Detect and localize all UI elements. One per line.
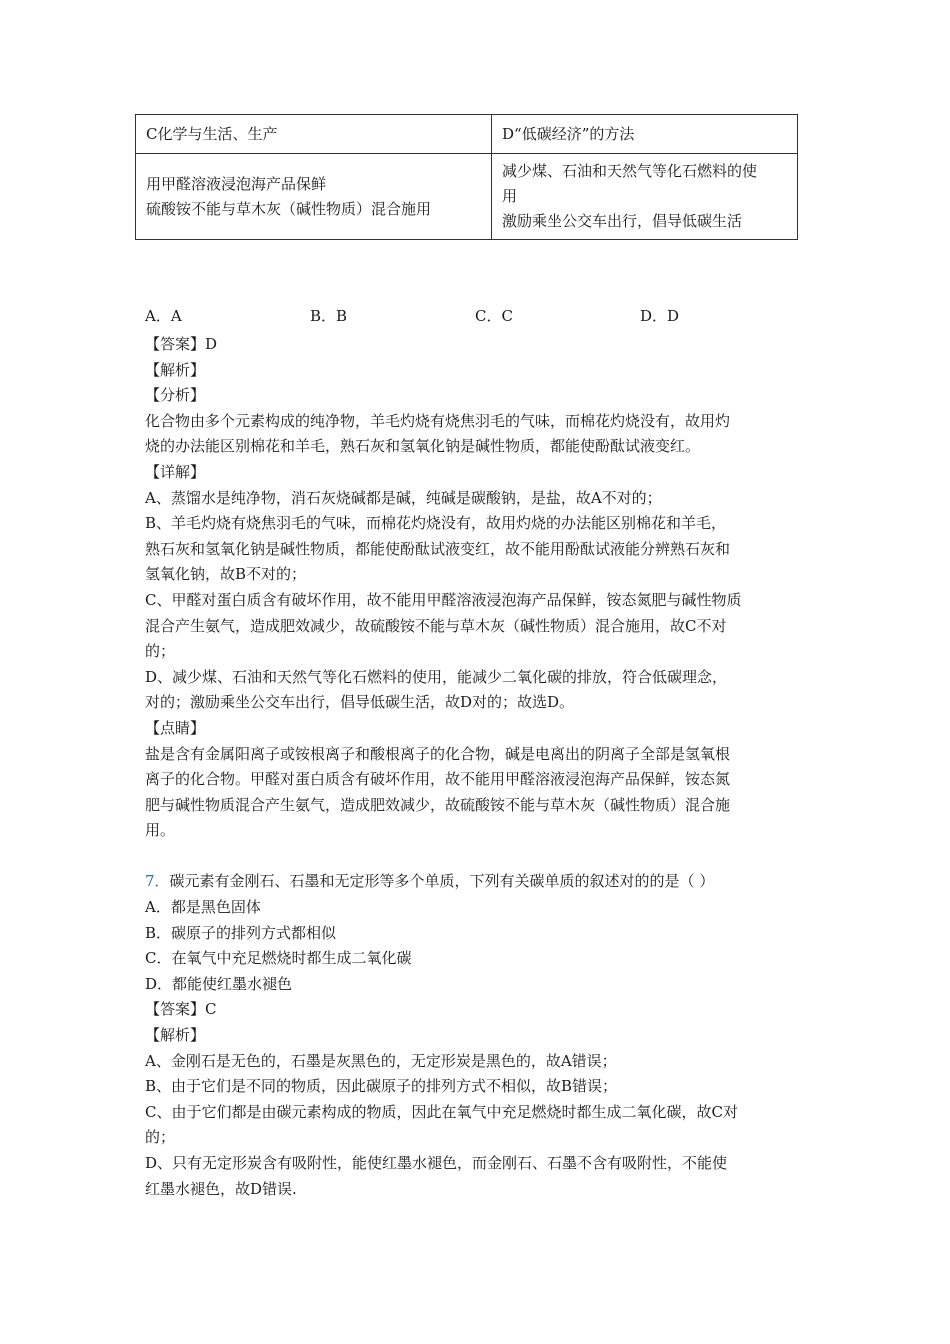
q6-xiangjie-line: 混合产生氨气，造成肥效减少，故硫酸铵不能与草木灰（碱性物质）混合施用，故C不对 <box>145 616 727 635</box>
q7-jiexi-line: 红墨水褪色，故D错误. <box>145 1179 297 1198</box>
table-header-right: D“低碳经济”的方法 <box>492 115 798 154</box>
q7-jiexi-line: B、由于它们是不同的物质，因此碳原子的排列方式不相似，故B错误； <box>145 1077 618 1096</box>
q7-option-b: B．碳原子的排列方式都相似 <box>145 923 337 942</box>
q6-option-c: C．C <box>475 307 513 325</box>
q6-xiangjie-line: B、羊毛灼烧有烧焦羽毛的气味，而棉花灼烧没有，故用灼烧的办法能区别棉花和羊毛， <box>145 514 727 533</box>
q6-dianjing-line: 用。 <box>145 821 176 840</box>
q6-xiangjie-line: D、减少煤、石油和天然气等化石燃料的使用，能减少二氧化碳的排放，符合低碳理念， <box>145 667 728 686</box>
spacer <box>145 844 810 870</box>
table-text-line: 用甲醛溶液浸泡海产品保鲜 <box>146 174 327 193</box>
q6-dianjing-line: 肥与碱性物质混合产生氨气，造成肥效减少，故硫酸铵不能与草木灰（碱性物质）混合施 <box>145 795 731 814</box>
q7-option-a: A．都是黑色固体 <box>145 898 261 917</box>
table-header-row <box>136 115 798 154</box>
q6-option-b: B．B <box>310 307 348 325</box>
q7-jiexi-line: 的； <box>145 1128 176 1147</box>
q6-dianjing-line: 离子的化合物。甲醛对蛋白质含有破坏作用，故不能用甲醛溶液浸泡海产品保鲜，铵态氮 <box>145 770 731 789</box>
q6-dianjing-line: 盐是含有金属阳离子或铵根离子和酸根离子的化合物，碱是电离出的阴离子全部是氢氧根 <box>145 744 731 763</box>
table-cell-right <box>492 154 798 240</box>
q6-xiangjie-line: 熟石灰和氢氧化钠是碱性物质，都能使酚酞试液变红，故不能用酚酞试液能分辨熟石灰和 <box>145 539 731 558</box>
solution-content <box>145 332 810 1202</box>
q7-option-c: C．在氧气中充足燃烧时都生成二氧化碳 <box>145 949 412 968</box>
table-text-line: 减少煤、石油和天然气等化石燃料的使 <box>502 162 758 180</box>
q7-number: 7． <box>145 872 170 891</box>
table-body-row <box>136 154 798 240</box>
q6-answer: 【答案】D <box>145 335 218 353</box>
q7-stem-text: 碳元素有金刚石、石墨和无定形等多个单质，下列有关碳单质的叙述对的的是（ ） <box>169 872 715 891</box>
table-text-line: 用 <box>502 187 518 205</box>
q6-dianjing-label: 【点睛】 <box>145 718 206 737</box>
q7-jiexi-line: A、金刚石是无色的，石墨是灰黑色的，无定形炭是黑色的，故A错误； <box>145 1051 617 1070</box>
q6-xiangjie-line: 氢氧化钠，故B不对的； <box>145 565 307 584</box>
q6-options <box>145 305 805 327</box>
table-text-line: 激励乘坐公交车出行，倡导低碳生活 <box>502 212 743 230</box>
q6-jiexi-label: 【解析】 <box>145 360 206 379</box>
table-header-left: C化学与生活、生产 <box>136 115 492 154</box>
q6-xiangjie-line: 的； <box>145 642 176 661</box>
q7-option-d: D．都能使红墨水褪色 <box>145 974 293 993</box>
options-table <box>135 114 798 240</box>
q7-jiexi-label: 【解析】 <box>145 1026 206 1045</box>
q7-jiexi-line: C、由于它们都是由碳元素构成的物质，因此在氧气中充足燃烧时都生成二氧化碳，故C对 <box>145 1102 738 1121</box>
q6-xiangjie-line: 对的；激励乘坐公交车出行，倡导低碳生活，故D对的；故选D。 <box>145 693 575 712</box>
q6-xiangjie-label: 【详解】 <box>145 462 206 481</box>
table-text-line: 硫酸铵不能与草木灰（碱性物质）混合施用 <box>146 199 432 218</box>
q6-xiangjie-line: C、甲醛对蛋白质含有破坏作用，故不能用甲醛溶液浸泡海产品保鲜，铵态氮肥与碱性物质 <box>145 590 742 609</box>
q6-xiangjie-line: A、蒸馏水是纯净物，消石灰烧碱都是碱，纯碱是碳酸钠，是盐，故A不对的； <box>145 488 662 507</box>
q6-fenxi-line: 烧的办法能区别棉花和羊毛，熟石灰和氢氧化钠是碱性物质，都能使酚酞试液变红。 <box>145 437 701 456</box>
q7-jiexi-line: D、只有无定形炭含有吸附性，能使红墨水褪色，而金刚石、石墨不含有吸附性，不能使 <box>145 1154 728 1172</box>
q7-stem <box>145 869 810 895</box>
q7-answer: 【答案】C <box>145 1000 217 1019</box>
q6-option-a: A．A <box>145 307 182 325</box>
q6-option-d: D．D <box>640 307 680 325</box>
q6-fenxi-label: 【分析】 <box>145 386 206 405</box>
q6-fenxi-line: 化合物由多个元素构成的纯净物，羊毛灼烧有烧焦羽毛的气味，而棉花灼烧没有，故用灼 <box>145 411 731 430</box>
table-cell-left <box>136 154 492 240</box>
